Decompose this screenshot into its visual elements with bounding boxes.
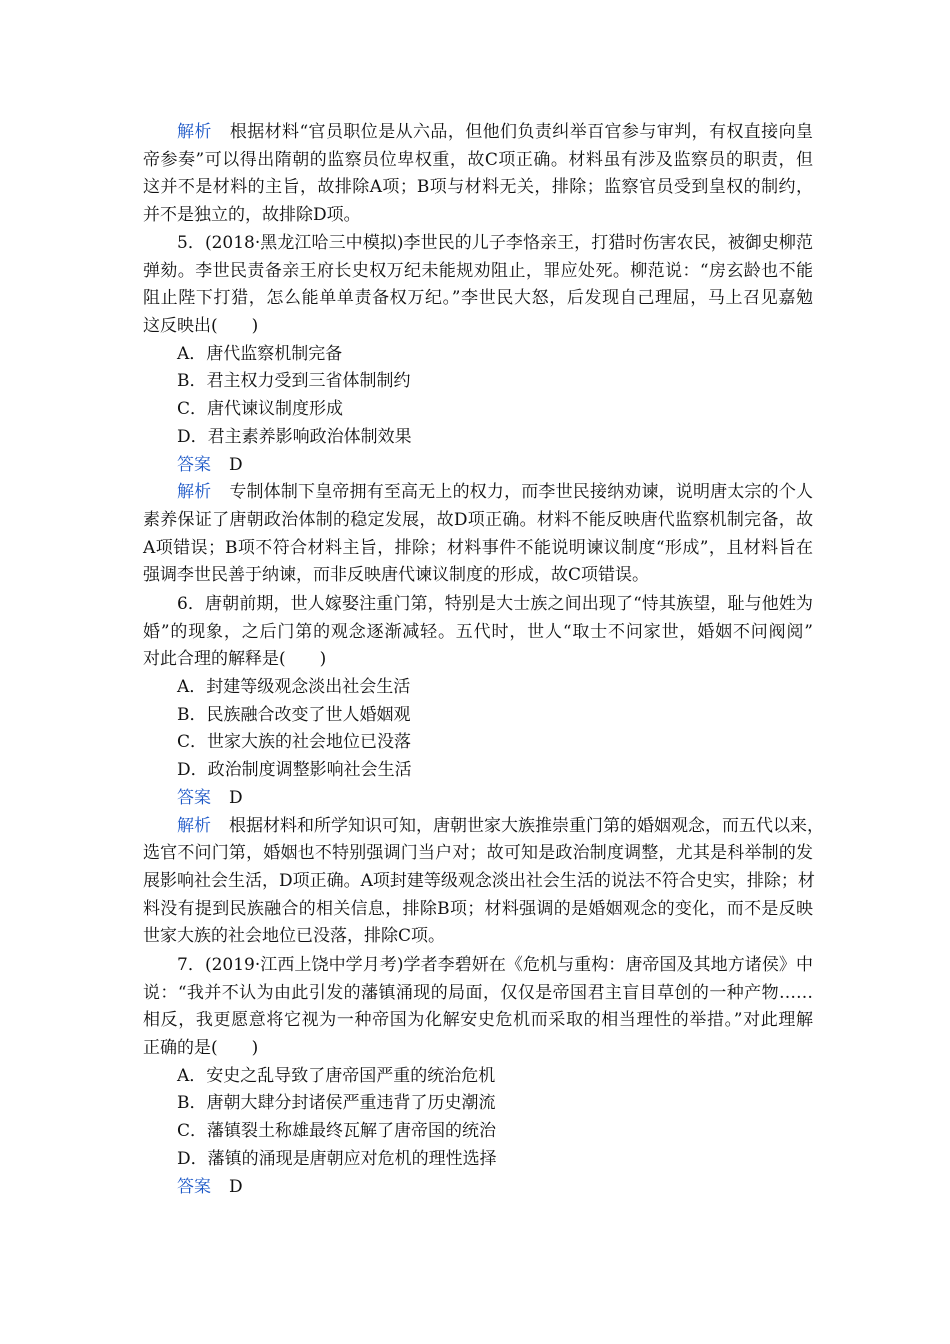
q7-option-a: A．安史之乱导致了唐帝国严重的统治危机 xyxy=(177,1065,496,1086)
q7-option-d: D．藩镇的涌现是唐朝应对危机的理性选择 xyxy=(177,1148,497,1169)
q5-option-a: A．唐代监察机制完备 xyxy=(177,343,343,364)
q6-option-d: D．政治制度调整影响社会生活 xyxy=(177,760,412,781)
answer-label: 答案 xyxy=(177,787,211,808)
q7-option-c: C．藩镇裂土称雄最终瓦解了唐帝国的统治 xyxy=(177,1121,497,1142)
q6-stem-line-3: 对此合理的解释是( ) xyxy=(143,649,327,670)
q6-analysis-line-3: 展影响社会生活，D项正确。A项封建等级观念淡出社会生活的说法不符合史实，排除；材 xyxy=(143,870,815,891)
q5-stem-line-2: 弹劾。李世民责备亲王府长史权万纪未能规劝阻止，罪应处死。柳范说：“房玄龄也不能 xyxy=(143,260,813,281)
answer-value: D xyxy=(229,1176,243,1197)
q4-analysis-line-1: 解析 根据材料“官员职位是从六品，但他们负责纠举百官参与审判，有权直接向皇 xyxy=(177,122,813,142)
q7-stem-line-3: 相反，我更愿意将它视为一种帝国为化解安史危机而采取的相当理性的举措。”对此理解 xyxy=(143,1010,813,1031)
q6-option-c: C．世家大族的社会地位已没落 xyxy=(177,732,412,753)
analysis-label: 解析 xyxy=(177,482,212,503)
q4-analysis-line-4: 并不是独立的，故排除D项。 xyxy=(143,205,361,226)
q7-stem-line-1: 7．(2019·江西上饶中学月考)学者李碧妍在《危机与重构：唐帝国及其地方诸侯》中 xyxy=(177,955,813,975)
q6-analysis-line-2: 选官不问门第，婚姻也不特别强调门当户对；故可知是政治制度调整，尤其是科举制的发 xyxy=(143,843,813,864)
q7-option-b: B．唐朝大肆分封诸侯严重违背了历史潮流 xyxy=(177,1093,496,1114)
question-6 xyxy=(143,591,824,951)
q7-answer xyxy=(143,1174,813,1202)
q5-stem-line-4: 这反映出( ) xyxy=(143,316,259,337)
analysis-label: 解析 xyxy=(177,122,212,142)
q6-analysis-line-4: 料没有提到民族融合的相关信息，排除B项；材料强调的是婚姻观念的变化，而不是反映 xyxy=(143,898,813,919)
q6-answer xyxy=(143,785,813,813)
analysis-label: 解析 xyxy=(177,815,211,836)
q6-option-b: B．民族融合改变了世人婚姻观 xyxy=(177,704,411,725)
answer-value: D xyxy=(229,787,243,808)
q5-analysis-line-1: 解析 专制体制下皇帝拥有至高无上的权力，而李世民接纳劝谏，说明唐太宗的个人 xyxy=(177,482,813,503)
answer-label: 答案 xyxy=(177,1176,211,1197)
question-5 xyxy=(143,230,813,590)
q5-analysis-line-3: A项错误；B项不符合材料主旨，排除；材料事件不能说明谏议制度“形成”，且材料旨在 xyxy=(143,537,813,558)
q5-option-b: B．君主权力受到三省体制制约 xyxy=(177,371,411,392)
q6-analysis-line-5: 世家大族的社会地位已没落，排除C项。 xyxy=(143,926,446,947)
q4-analysis-line-2: 帝参奏”可以得出隋朝的监察员位卑权重，故C项正确。材料虽有涉及监察员的职责，但 xyxy=(143,149,813,170)
answer-label: 答案 xyxy=(177,454,211,475)
q5-option-c: C．唐代谏议制度形成 xyxy=(177,399,344,420)
q4-analysis xyxy=(143,119,813,230)
q7-stem-line-4: 正确的是( ) xyxy=(143,1038,259,1059)
q4-analysis-line-3: 这并不是材料的主旨，故排除A项；B项与材料无关，排除；监察官员受到皇权的制约， xyxy=(143,177,813,198)
q5-analysis-line-4: 强调李世民善于纳谏，而非反映唐代谏议制度的形成，故C项错误。 xyxy=(143,565,650,586)
q5-stem-line-3: 阻止陛下打猎，怎么能单单责备权万纪。”李世民大怒，后发现自己理屈，马上召见嘉勉 xyxy=(143,288,813,309)
q6-stem-line-2: 婚”的现象，之后门第的观念逐渐减轻。五代时，世人“取士不问家世，婚姻不问阀阅” xyxy=(143,621,813,642)
q6-stem-line-1: 6．唐朝前期，世人嫁娶注重门第，特别是大士族之间出现了“恃其族望，耻与他姓为 xyxy=(177,594,813,614)
answer-value: D xyxy=(229,454,243,475)
q6-analysis-line-1: 解析 根据材料和所学知识可知，唐朝世家大族推崇重门第的婚姻观念，而五代以来， xyxy=(177,815,824,836)
q7-stem-line-2: 说：“我并不认为由此引发的藩镇涌现的局面，仅仅是帝国君主盲目草创的一种产物…… xyxy=(143,982,813,1003)
q5-analysis-line-2: 素养保证了唐朝政治体制的稳定发展，故D项正确。材料不能反映唐代监察机制完备，故 xyxy=(143,509,813,530)
question-7 xyxy=(143,952,813,1201)
q5-answer xyxy=(143,452,813,480)
q5-option-d: D．君主素养影响政治体制效果 xyxy=(177,426,412,447)
q6-option-a: A．封建等级观念淡出社会生活 xyxy=(177,677,411,698)
q5-stem-line-1: 5．(2018·黑龙江哈三中模拟)李世民的儿子李恪亲王，打猎时伤害农民，被御史柳范 xyxy=(177,233,813,253)
